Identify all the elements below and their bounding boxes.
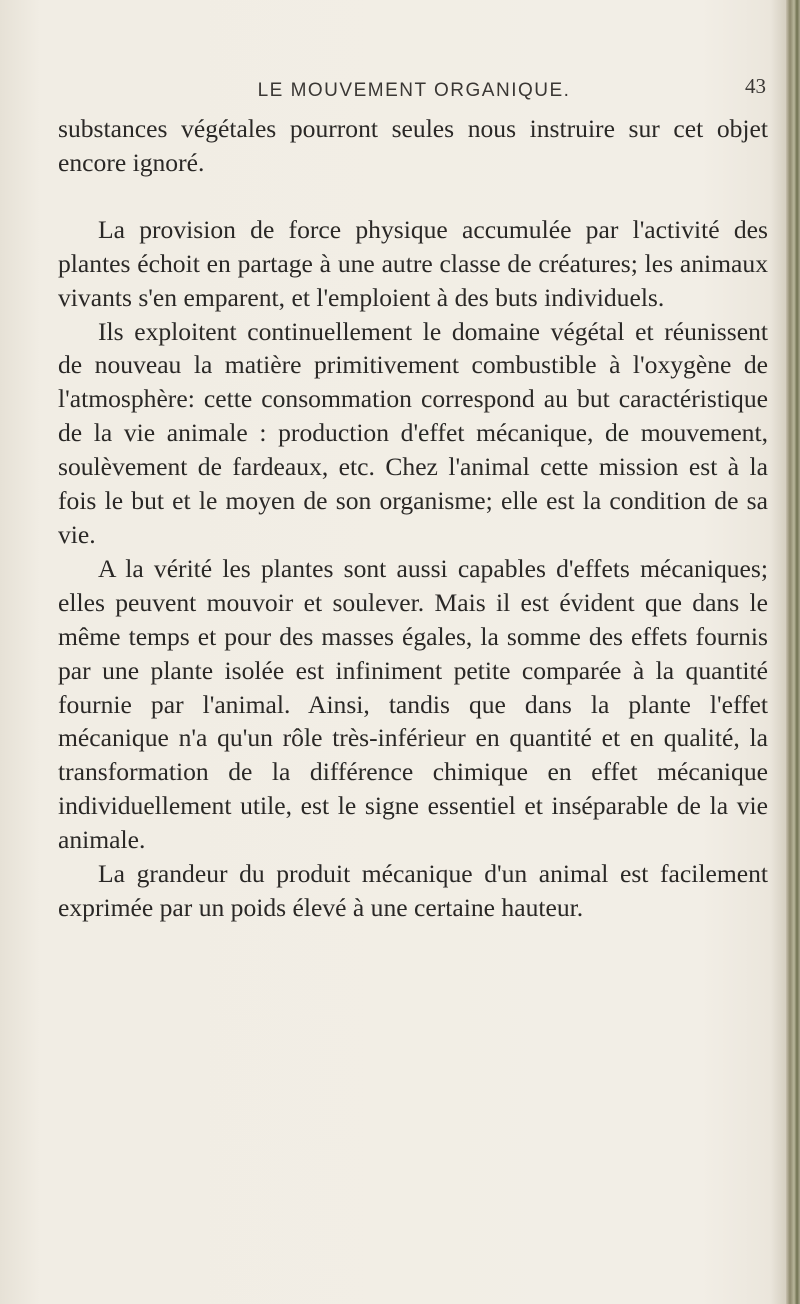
paragraph-5: La grandeur du produit mécanique d'un animal est facilement exprimée par un poids élevé à une certaine hauteur. <box>58 859 768 922</box>
body-text <box>58 112 768 925</box>
page-binding-edge <box>786 0 800 1304</box>
paragraph-3: Ils exploitent continuellement le domaine végétal et réunissent de nouveau la matière primitivement combustible à l'oxygène de l'atmosphère: cette consommation correspond au but caractéristique de la vie animale : production d'effet mécanique, de mouvement, soulèvement de fardeaux, etc. Chez l'animal cette mission est à la fois le but et le moyen de son organisme; elle est la condition de sa vie. <box>58 316 768 549</box>
running-title: LE MOUVEMENT ORGANIQUE. <box>257 80 571 101</box>
running-head <box>60 74 768 108</box>
paragraph-1: substances végétales pourront seules nous instruire sur cet objet encore ignoré. <box>58 114 768 177</box>
paragraph-4: A la vérité les plantes sont aussi capables d'effets mécaniques; elles peuvent mouvoir et soulever. Mais il est évident que dans le même temps et pour des masses égales, la somme des effets fournis par une plante isolée est infiniment petite comparée à la quantité fournie par l'animal. Ainsi, tandis que dans la plante l'effet mécanique n'a qu'un rôle très-inférieur en quantité et en qualité, la transformation de la différence chimique en effet mécanique individuellement utile, est le signe essentiel et inséparable de la vie animale. <box>58 553 768 855</box>
paragraph-2: La provision de force physique accumulée par l'activité des plantes échoit en partage à une autre classe de créatures; les animaux vivants s'en emparent, et l'emploient à des buts individuels. <box>58 214 768 312</box>
page-number: 43 <box>745 74 766 98</box>
